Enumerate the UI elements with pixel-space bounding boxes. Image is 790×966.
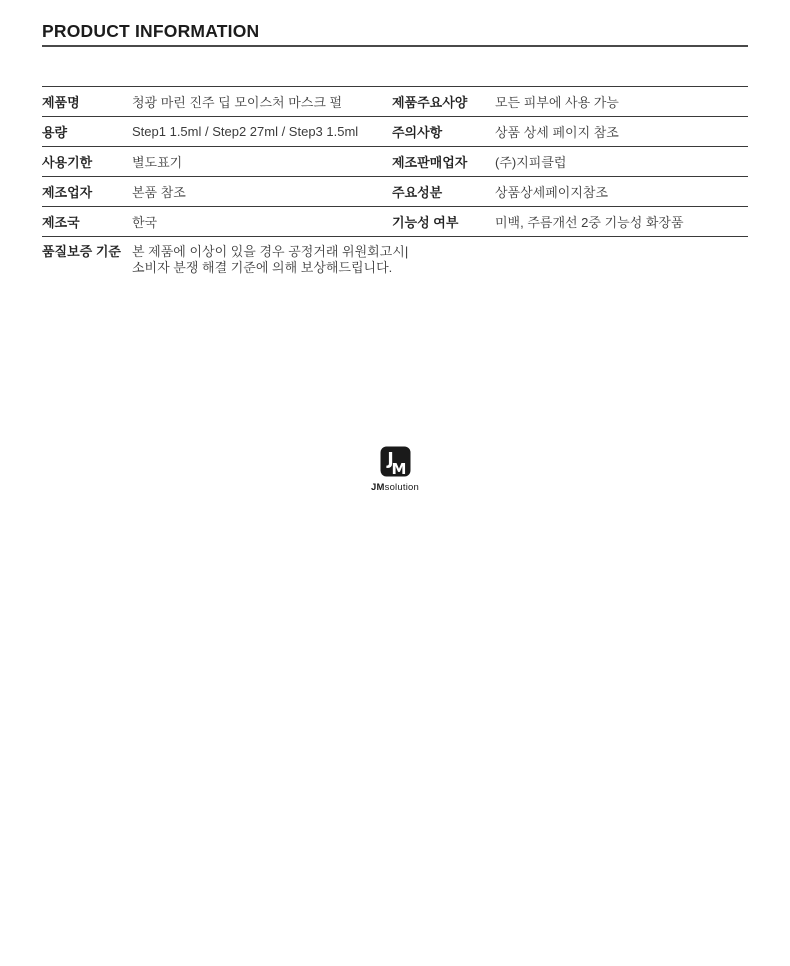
label-volume: 용량	[42, 116, 132, 147]
label-quality-guarantee: 품질보증 기준	[42, 244, 121, 259]
quality-guarantee-row	[42, 237, 748, 276]
label-distributor: 제조판매업자	[392, 146, 495, 177]
logo-wordmark-jm: JM	[371, 482, 385, 493]
value-volume: Step1 1.5ml / Step2 27ml / Step3 1.5ml	[132, 116, 392, 147]
jm-logo-icon	[380, 446, 411, 482]
logo-wordmark-solution: solution	[384, 482, 419, 493]
value-quality-guarantee	[132, 244, 408, 276]
value-ingredients: 상품상세페이지참조	[495, 176, 748, 207]
label-manufacturer: 제조업자	[42, 176, 132, 207]
label-product-name: 제품명	[42, 86, 132, 117]
label-functional: 기능성 여부	[392, 206, 495, 237]
label-expiry: 사용기한	[42, 146, 132, 177]
label-caution: 주의사항	[392, 116, 495, 147]
quality-guarantee-line2: 소비자 분쟁 해결 기준에 의해 보상해드립니다.	[132, 260, 393, 275]
value-functional: 미백, 주름개선 2중 기능성 화장품	[495, 206, 748, 237]
value-manufacturer: 본품 참조	[132, 176, 392, 207]
label-country: 제조국	[42, 206, 132, 237]
product-information-section	[42, 0, 748, 276]
product-info-table	[42, 86, 748, 237]
value-product-name: 청광 마린 진주 딥 모이스처 마스크 펄	[132, 86, 392, 117]
label-ingredients: 주요성분	[392, 176, 495, 207]
value-distributor: (주)지피클럽	[495, 146, 748, 177]
value-expiry: 별도표기	[132, 146, 392, 177]
value-product-spec: 모든 피부에 사용 가능	[495, 86, 748, 117]
title-divider	[42, 45, 748, 47]
brand-logo	[0, 446, 790, 493]
quality-guarantee-line1: 본 제품에 이상이 있을 경우 공정거래 위원회고시|	[132, 244, 409, 259]
value-caution: 상품 상세 페이지 참조	[495, 116, 748, 147]
logo-letter-j: J	[386, 449, 394, 470]
logo-wordmark	[0, 483, 790, 493]
value-country: 한국	[132, 206, 392, 237]
label-product-spec: 제품주요사양	[392, 86, 495, 117]
logo-letter-m: M	[391, 460, 406, 477]
page-title: PRODUCT INFORMATION	[42, 21, 260, 41]
